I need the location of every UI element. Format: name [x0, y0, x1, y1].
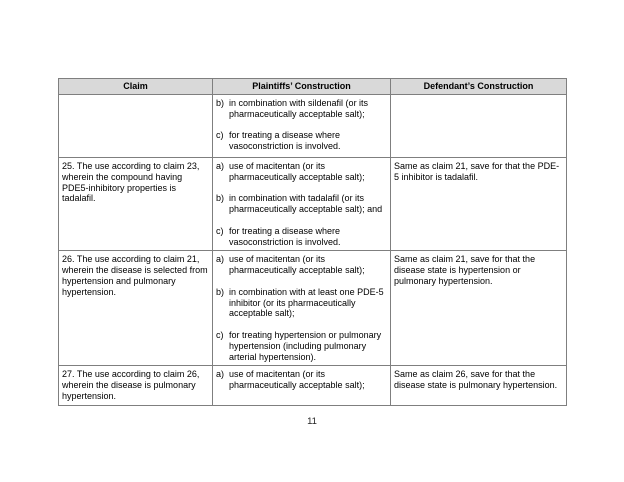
list-item-text: in combination with tadalafil (or its pharmaceutically acceptable salt); and	[229, 193, 383, 215]
list-item-text: for treating a disease where vasoconstriction is involved.	[229, 130, 341, 152]
claim-cell	[59, 95, 213, 158]
plaintiffs-construction-cell	[213, 158, 391, 251]
list-item-marker: a)	[216, 161, 225, 171]
plaintiffs-construction-cell	[213, 95, 391, 158]
table-row	[59, 158, 567, 251]
defendants-construction-cell: Same as claim 21, save for that the PDE-5 inhibitor is tadalafil.	[391, 158, 567, 251]
table-row	[59, 251, 567, 366]
column-header-defendants-construction: Defendant’s Construction	[391, 79, 567, 95]
table-header-row	[59, 79, 567, 95]
list-item-text: in combination with at least one PDE-5 inhibitor (or its pharmaceutically acceptable salt);	[229, 286, 384, 319]
construction-list-item	[216, 226, 387, 248]
column-header-plaintiffs-construction: Plaintiffs’ Construction	[213, 79, 391, 95]
list-item-text: for treating hypertension or pulmonary hypertension (including pulmonary arterial hypertension).	[229, 329, 382, 362]
list-item-text: for treating a disease where vasoconstriction is involved.	[229, 225, 341, 247]
list-item-text: use of macitentan (or its pharmaceutically acceptable salt);	[229, 161, 365, 182]
table-row	[59, 95, 567, 158]
construction-list-item	[216, 330, 387, 362]
list-item-marker: a)	[216, 254, 225, 265]
list-item-marker: b)	[216, 193, 225, 204]
list-item-text: in combination with sildenafil (or its pharmaceutically acceptable salt);	[229, 98, 369, 119]
defendants-construction-cell: Same as claim 21, save for that the disease state is hypertension or pulmonary hypertension.	[391, 251, 567, 366]
list-item-text: use of macitentan (or its pharmaceutically acceptable salt);	[229, 369, 365, 391]
plaintiffs-construction-cell	[213, 366, 391, 406]
construction-list-item	[216, 161, 387, 183]
claim-cell: 25. The use according to claim 23, wherein the compound having PDE5-inhibitory properties is tadalafil.	[59, 158, 213, 251]
list-item-marker: a)	[216, 369, 225, 380]
construction-list-item	[216, 369, 387, 391]
list-item-marker: b)	[216, 286, 225, 297]
construction-list-item	[216, 98, 387, 120]
construction-list-item	[216, 287, 387, 319]
list-item-text: use of macitentan (or its pharmaceutically acceptable salt);	[229, 254, 365, 276]
list-item-marker: b)	[216, 98, 225, 108]
construction-list-item	[216, 254, 387, 276]
page-number: 11	[307, 416, 317, 427]
claim-cell: 27. The use according to claim 26, wherein the disease is pulmonary hypertension.	[59, 366, 213, 406]
column-header-claim: Claim	[59, 79, 213, 95]
list-item-marker: c)	[216, 329, 224, 340]
defendants-construction-cell: Same as claim 26, save for that the disease state is pulmonary hypertension.	[391, 366, 567, 406]
claim-cell: 26. The use according to claim 21, wherein the disease is selected from hypertension and pulmonary hypertension.	[59, 251, 213, 366]
construction-list-item	[216, 193, 387, 215]
defendants-construction-cell	[391, 95, 567, 158]
construction-list-item	[216, 130, 387, 152]
list-item-marker: c)	[216, 225, 224, 236]
plaintiffs-construction-cell	[213, 251, 391, 366]
claim-construction-table	[58, 78, 567, 406]
list-item-marker: c)	[216, 130, 224, 141]
table-row	[59, 366, 567, 406]
